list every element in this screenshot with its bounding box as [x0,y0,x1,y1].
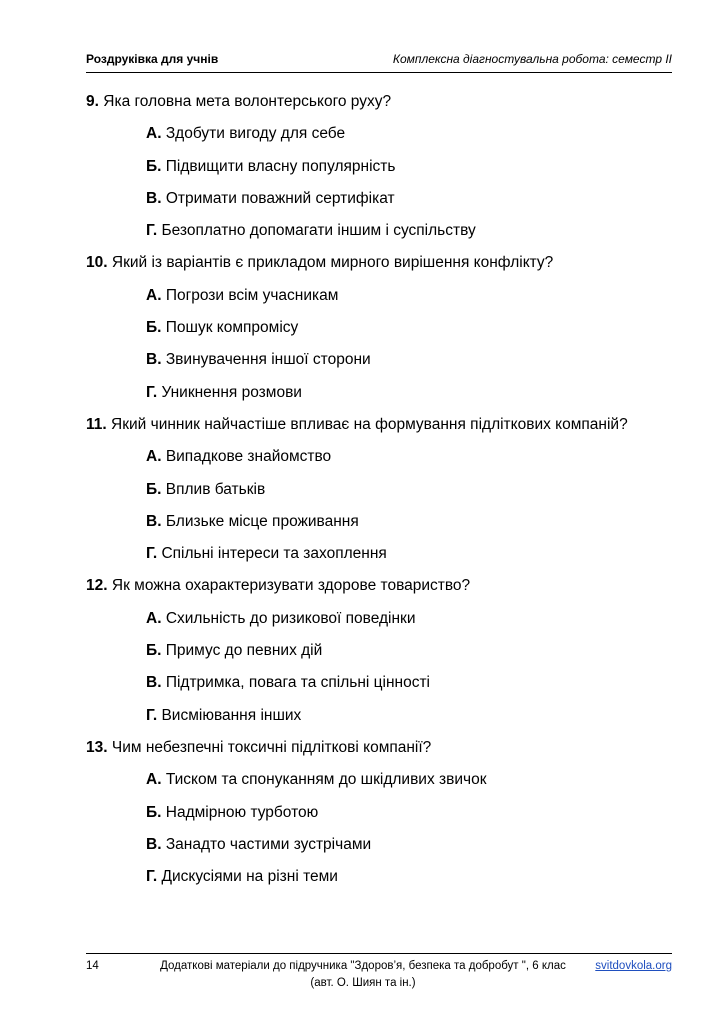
answer-option [86,866,686,898]
answer-text: Дискусіями на різні теми [161,868,338,886]
answer-option [86,188,686,220]
header-right-title: Комплексна діагностувальна робота: семестр ІІ [392,52,672,66]
answer-option [86,285,686,317]
question-text: Як можна охарактеризувати здорове товариство? [111,577,471,595]
question-number: 9. [86,93,99,110]
page-number: 14 [86,960,99,972]
answer-option [86,511,686,543]
answer-option [86,834,686,866]
question-block [86,414,686,575]
question-line [86,575,686,607]
answer-letter: Г. [146,868,158,886]
answer-letter: Б. [146,803,162,821]
question-line [86,91,686,123]
question-list [86,91,686,898]
question-number: 12. [86,577,108,595]
answer-option [86,769,686,801]
answer-option [86,608,686,640]
answer-letter: Б. [146,319,162,337]
question-line [86,252,686,284]
answer-text: Висміювання інших [161,706,302,724]
footer-source-line2: (авт. О. Шиян та ін.) [310,977,416,989]
answer-letter: А. [146,771,162,789]
footer-site-link[interactable]: svitdovkola.org [595,960,672,972]
answer-option [86,705,686,737]
answer-text: Примус до певних дій [165,642,323,660]
question-block [86,91,686,252]
answer-text: Підтримка, повага та спільні цінності [165,674,430,692]
footer-divider [86,953,672,954]
question-text: Чим небезпечні токсичні підліткові компанії? [111,738,432,756]
answer-letter: В. [146,512,162,530]
answer-letter: В. [146,835,162,853]
answer-text: Випадкове знайомство [165,448,332,466]
answer-option [86,349,686,381]
question-number: 11. [86,415,107,433]
footer-source [138,958,588,992]
answer-letter: Г. [146,383,158,401]
answer-text: Погрози всім учасникам [165,286,339,304]
question-text: Яка головна мета волонтерського руху? [103,93,392,110]
answer-text: Спільні інтереси та захоплення [161,545,387,563]
question-block [86,575,686,736]
answer-option [86,672,686,704]
header-left-title: Роздруківка для учнів [86,52,219,66]
answer-text: Безоплатно допомагати іншим і суспільству [161,222,476,240]
question-number: 10. [86,254,108,272]
answer-option [86,123,686,155]
answer-letter: В. [146,674,162,692]
answer-letter: Б. [146,157,162,175]
answer-letter: Г. [146,706,158,724]
answer-letter: Б. [146,480,162,498]
answer-text: Близьке місце проживання [165,512,359,530]
question-line [86,414,686,446]
answer-letter: В. [146,351,162,369]
answer-text: Отримати поважний сертифікат [165,189,395,207]
answer-text: Вплив батьків [165,480,266,498]
answer-text: Схильність до ризикової поведінки [165,609,416,627]
header-divider [86,72,672,73]
answer-option [86,640,686,672]
answer-letter: В. [146,189,162,207]
question-block [86,737,686,898]
answer-letter: Г. [146,545,158,563]
answer-option [86,802,686,834]
answer-text: Звинувачення іншої сторони [165,351,371,369]
answer-text: Пошук компромісу [165,319,299,337]
answer-option [86,446,686,478]
question-text: Який чинник найчастіше впливає на формування підліткових компаній? [111,415,628,433]
answer-option [86,382,686,414]
question-line [86,737,686,769]
answer-option [86,479,686,511]
question-text: Який із варіантів є прикладом мирного вирішення конфлікту? [111,254,554,272]
page-header [86,52,672,66]
answer-text: Підвищити власну популярність [165,157,396,175]
answer-text: Уникнення розмови [161,383,302,401]
answer-letter: А. [146,286,162,304]
answer-option [86,317,686,349]
answer-text: Здобути вигоду для себе [165,125,346,143]
answer-option [86,543,686,575]
answer-option [86,156,686,188]
answer-letter: Б. [146,642,162,660]
footer-source-line1: Додаткові матеріали до підручника "Здоров’я, безпека та добробут ", 6 клас [160,960,566,972]
answer-option [86,220,686,252]
question-number: 13. [86,738,108,756]
answer-text: Занадто частими зустрічами [165,835,372,853]
answer-text: Надмірною турботою [165,803,319,821]
answer-letter: А. [146,125,162,143]
answer-letter: А. [146,609,162,627]
answer-letter: А. [146,448,162,466]
answer-text: Тиском та спонуканням до шкідливих звичок [165,771,487,789]
question-block [86,252,686,413]
answer-letter: Г. [146,222,158,240]
